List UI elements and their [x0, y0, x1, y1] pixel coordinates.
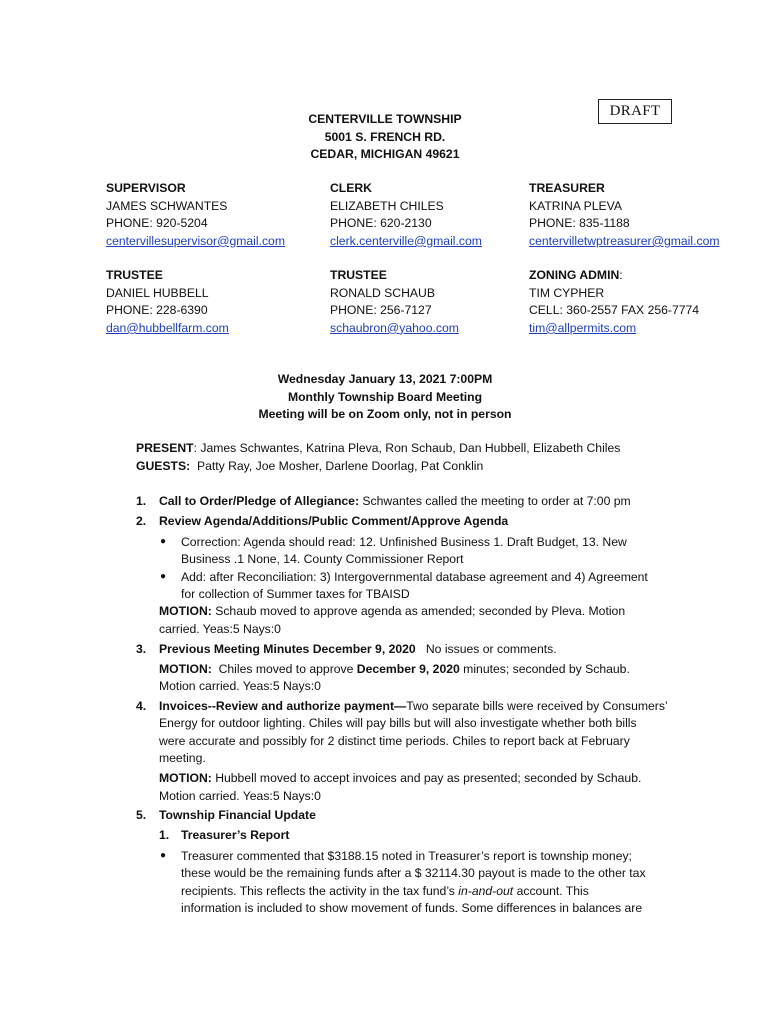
- report-text: recipients. This reflects the activity in the tax fund’s: [181, 884, 459, 898]
- official-phone: PHONE: 835-1188: [529, 216, 630, 231]
- minutes-motion-line2: Motion carried. Yeas:5 Nays:0: [159, 679, 321, 693]
- item-financial-update-title: Township Financial Update: [159, 808, 316, 822]
- meeting-date: Wednesday January 13, 2021 7:00PM: [277, 372, 493, 386]
- township-name: CENTERVILLE TOWNSHIP: [308, 112, 462, 126]
- official-email-link[interactable]: dan@hubbellfarm.com: [106, 320, 229, 335]
- official-email-link[interactable]: tim@allpermits.com: [529, 320, 637, 335]
- official-trustee-schaub: [330, 267, 459, 337]
- item-number: 3.: [136, 642, 147, 656]
- official-email-link[interactable]: centervilletwptreasurer@gmail.com: [529, 233, 720, 248]
- present-text: : James Schwantes, Katrina Pleva, Ron Schaub, Dan Hubbell, Elizabeth Chiles: [193, 441, 621, 455]
- item-number: 5.: [136, 808, 147, 822]
- item-number: 1.: [136, 494, 147, 508]
- item-text: Two separate bills were received by Consumers’: [406, 699, 668, 713]
- official-email-link[interactable]: centervillesupervisor@gmail.com: [106, 233, 285, 248]
- item-title: Call to Order/Pledge of Allegiance:: [159, 494, 360, 508]
- official-name: RONALD SCHAUB: [330, 285, 435, 300]
- official-title: ZONING ADMIN: [529, 268, 620, 282]
- official-name: ELIZABETH CHILES: [330, 198, 444, 213]
- agenda-add-line2: for collection of Summer taxes for TBAISD: [181, 587, 410, 601]
- official-phone: PHONE: 620-2130: [330, 216, 432, 231]
- item-text: No issues or comments.: [415, 642, 557, 656]
- motion-text: Chiles moved to approve: [211, 662, 357, 676]
- item-text: Schwantes called the meeting to order at 7:00 pm: [359, 494, 631, 508]
- report-text-italic: in-and-out: [458, 884, 514, 898]
- treasurer-report-line4: information is included to show movement of funds. Some differences in balances are: [181, 901, 643, 915]
- official-trustee-hubbell: [106, 267, 229, 337]
- meeting-info: [0, 371, 770, 424]
- item-call-to-order: [159, 494, 631, 508]
- item-invoices-line1: [159, 699, 668, 713]
- official-email-link[interactable]: schaubron@yahoo.com: [330, 320, 459, 335]
- official-zoning-admin: [529, 267, 699, 337]
- motion-text-end: minutes; seconded by Schaub.: [459, 662, 630, 676]
- guests-label: GUESTS:: [136, 459, 191, 473]
- motion-text: Hubbell moved to accept invoices and pay as presented; seconded by Schaub.: [211, 771, 642, 785]
- agenda-correction-line2: Business .1 None, 14. County Commissioner Report: [181, 552, 464, 566]
- official-title: CLERK: [330, 181, 372, 195]
- treasurer-report-line2: these would be the remaining funds after a $ 32114.30 payout is made to the other tax: [181, 866, 646, 880]
- invoices-motion-line1: [159, 771, 641, 785]
- township-address: 5001 S. FRENCH RD.: [324, 130, 446, 144]
- motion-date: December 9, 2020: [356, 662, 460, 676]
- official-name: JAMES SCHWANTES: [106, 198, 228, 213]
- official-phone: CELL: 360-2557 FAX 256-7774: [529, 303, 700, 318]
- official-title: TRUSTEE: [330, 268, 387, 282]
- official-phone: PHONE: 920-5204: [106, 216, 208, 231]
- item-title: Invoices--Review and authorize payment—: [159, 699, 407, 713]
- agenda-correction-line1: Correction: Agenda should read: 12. Unfinished Business 1. Draft Budget, 13. New: [181, 535, 627, 549]
- agenda-motion-line2: carried. Yeas:5 Nays:0: [159, 622, 281, 636]
- treasurer-report-title: Treasurer’s Report: [181, 828, 290, 842]
- official-name: KATRINA PLEVA: [529, 198, 623, 213]
- official-name: TIM CYPHER: [529, 285, 605, 300]
- official-treasurer: [529, 180, 720, 250]
- township-city: CEDAR, MICHIGAN 49621: [310, 147, 460, 161]
- guests-text: Patty Ray, Joe Mosher, Darlene Doorlag, Pat Conklin: [190, 459, 484, 473]
- draft-stamp: DRAFT: [598, 99, 672, 124]
- treasurer-report-line3: [181, 884, 589, 898]
- present-line: [136, 441, 620, 455]
- item-number: 2.: [136, 514, 147, 528]
- item-review-agenda-title: Review Agenda/Additions/Public Comment/Approve Agenda: [159, 514, 509, 528]
- present-label: PRESENT: [136, 441, 194, 455]
- item-invoices-line2: Energy for outdoor lighting. Chiles will pay bills but will also investigate whether both bills: [159, 716, 637, 730]
- official-title: TRUSTEE: [106, 268, 163, 282]
- agenda-motion-line1: [159, 604, 625, 618]
- treasurer-report-line1: Treasurer commented that $3188.15 noted in Treasurer’s report is township money;: [181, 849, 632, 863]
- item-title: Previous Meeting Minutes December 9, 2020: [159, 642, 416, 656]
- motion-label: MOTION:: [159, 604, 212, 618]
- official-title-suffix: :: [619, 268, 623, 282]
- item-invoices-line3: were accurate and possibly for 2 distinct time periods. Chiles to report back at February: [159, 734, 630, 748]
- sub-item-number: 1.: [159, 828, 170, 842]
- motion-label: MOTION:: [159, 771, 212, 785]
- bullet-icon: ●: [160, 571, 167, 582]
- report-text-end: account. This: [513, 884, 589, 898]
- minutes-motion-line1: [159, 662, 630, 676]
- guests-line: [136, 459, 483, 473]
- meeting-note: Meeting will be on Zoom only, not in person: [258, 407, 512, 421]
- official-title: SUPERVISOR: [106, 181, 186, 195]
- official-supervisor: [106, 180, 285, 250]
- official-phone: PHONE: 256-7127: [330, 303, 432, 318]
- motion-text: Schaub moved to approve agenda as amended; seconded by Pleva. Motion: [211, 604, 626, 618]
- agenda-add-line1: Add: after Reconciliation: 3) Intergovernmental database agreement and 4) Agreement: [181, 570, 648, 584]
- official-title-line: [529, 267, 699, 285]
- official-phone: PHONE: 228-6390: [106, 303, 208, 318]
- official-email-link[interactable]: clerk.centerville@gmail.com: [330, 233, 482, 248]
- official-name: DANIEL HUBBELL: [106, 285, 209, 300]
- motion-label: MOTION:: [159, 662, 212, 676]
- item-invoices-line4: meeting.: [159, 751, 206, 765]
- item-number: 4.: [136, 699, 147, 713]
- official-clerk: [330, 180, 482, 250]
- bullet-icon: ●: [160, 536, 167, 547]
- item-previous-minutes: [159, 642, 557, 656]
- meeting-type: Monthly Township Board Meeting: [287, 389, 483, 404]
- official-title: TREASURER: [529, 181, 605, 195]
- bullet-icon: ●: [160, 850, 167, 861]
- invoices-motion-line2: Motion carried. Yeas:5 Nays:0: [159, 789, 321, 803]
